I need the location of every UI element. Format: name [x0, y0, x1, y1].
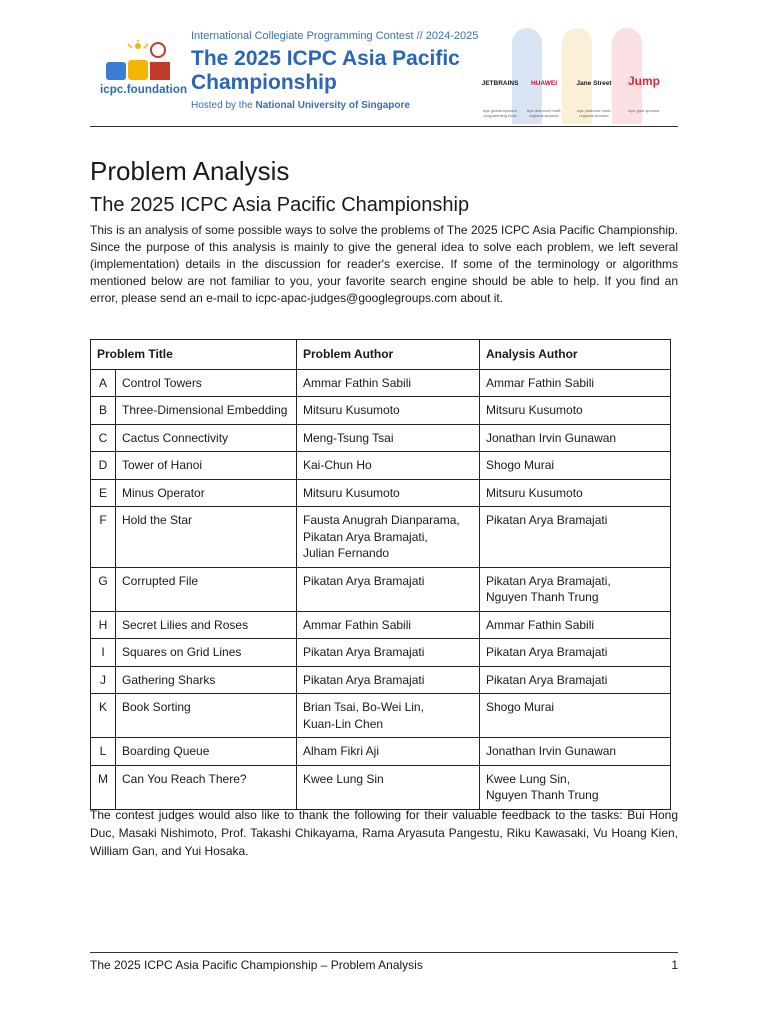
- hosted-org: National University of Singapore: [255, 100, 410, 111]
- footer-rule: [90, 952, 678, 953]
- analysis-author: Shogo Murai: [480, 694, 671, 738]
- table-row: [91, 765, 671, 809]
- table-row: [91, 424, 671, 452]
- problem-title: Three-Dimensional Embedding: [116, 397, 297, 425]
- analysis-author: Jonathan Irvin Gunawan: [480, 738, 671, 766]
- problem-author: Fausta Anugrah Dianparama, Pikatan Arya Bramajati, Julian Fernando: [297, 507, 480, 568]
- header-problem-author: Problem Author: [297, 340, 480, 370]
- table-row: [91, 397, 671, 425]
- problem-title: Tower of Hanoi: [116, 452, 297, 480]
- problem-letter: J: [91, 666, 116, 694]
- analysis-author: Ammar Fathin Sabili: [480, 369, 671, 397]
- problem-letter: L: [91, 738, 116, 766]
- problem-author: Kai-Chun Ho: [297, 452, 480, 480]
- sponsor-jump: Jump: [627, 74, 660, 88]
- table-row: [91, 452, 671, 480]
- problem-author: Brian Tsai, Bo-Wei Lin, Kuan-Lin Chen: [297, 694, 480, 738]
- problem-author: Alham Fikri Aji: [297, 738, 480, 766]
- sponsor-huawei: HUAWEI: [531, 80, 557, 87]
- banner-title: The 2025 ICPC Asia Pacific Championship: [191, 47, 460, 94]
- problem-letter: B: [91, 397, 116, 425]
- problem-title: Gathering Sharks: [116, 666, 297, 694]
- problem-letter: C: [91, 424, 116, 452]
- hosted-prefix: Hosted by the: [191, 100, 253, 111]
- sponsor-strip: [478, 28, 674, 124]
- analysis-author: Pikatan Arya Bramajati, Nguyen Thanh Trung: [480, 567, 671, 611]
- problem-letter: K: [91, 694, 116, 738]
- table-row: [91, 567, 671, 611]
- sponsor-caption: icpc diamond multi-regional sponsor: [526, 108, 562, 118]
- problem-author: Mitsuru Kusumoto: [297, 479, 480, 507]
- table-row: [91, 639, 671, 667]
- analysis-author: Shogo Murai: [480, 452, 671, 480]
- table-header-row: [91, 340, 671, 370]
- analysis-author: Kwee Lung Sin, Nguyen Thanh Trung: [480, 765, 671, 809]
- problem-author: Pikatan Arya Bramajati: [297, 567, 480, 611]
- problem-author: Pikatan Arya Bramajati: [297, 639, 480, 667]
- problem-title: Hold the Star: [116, 507, 297, 568]
- table-row: [91, 479, 671, 507]
- table-row: [91, 694, 671, 738]
- page-number: 1: [671, 958, 678, 972]
- problem-title: Control Towers: [116, 369, 297, 397]
- problems-table: [90, 339, 671, 810]
- page-title: Problem Analysis: [90, 156, 290, 186]
- problem-letter: M: [91, 765, 116, 809]
- problem-author: Pikatan Arya Bramajati: [297, 666, 480, 694]
- analysis-author: Ammar Fathin Sabili: [480, 611, 671, 639]
- problem-title: Secret Lilies and Roses: [116, 611, 297, 639]
- contest-line: International Collegiate Programming Contest // 2024-2025: [191, 30, 479, 42]
- analysis-author: Pikatan Arya Bramajati: [480, 507, 671, 568]
- hosted-by: [191, 100, 410, 111]
- table-row: [91, 369, 671, 397]
- problem-author: Ammar Fathin Sabili: [297, 369, 480, 397]
- analysis-author: Jonathan Irvin Gunawan: [480, 424, 671, 452]
- problem-letter: D: [91, 452, 116, 480]
- analysis-author: Pikatan Arya Bramajati: [480, 639, 671, 667]
- problem-title: Book Sorting: [116, 694, 297, 738]
- analysis-author: Pikatan Arya Bramajati: [480, 666, 671, 694]
- logo-text: icpc.foundation: [100, 84, 188, 96]
- footer-title: The 2025 ICPC Asia Pacific Championship – Problem Analysis: [90, 958, 423, 972]
- analysis-author: Mitsuru Kusumoto: [480, 479, 671, 507]
- sponsor-caption: icpc platinum multi-regional sponsor: [576, 108, 612, 118]
- problem-letter: I: [91, 639, 116, 667]
- intro-paragraph: This is an analysis of some possible ways to solve the problems of The 2025 ICPC Asia Pacific Championship. Since the purpose of this analysis is mainly to give the general idea to solve each problem, we left several (implementation) details in the discussion for reader's exercise. If some of the terminology or algorithms mentioned below are not familiar to you, your favorite search engine should be able to help. If you find an error, please send an e-mail to icpc-apac-judges@googlegroups.com about it.: [90, 223, 678, 305]
- problem-letter: A: [91, 369, 116, 397]
- page-subtitle: The 2025 ICPC Asia Pacific Championship: [90, 194, 470, 216]
- header-analysis-author: Analysis Author: [480, 340, 671, 370]
- table-row: [91, 507, 671, 568]
- problem-author: Meng-Tsung Tsai: [297, 424, 480, 452]
- problem-title: Boarding Queue: [116, 738, 297, 766]
- problem-letter: G: [91, 567, 116, 611]
- table-row: [91, 738, 671, 766]
- sponsor-caption: icpc global sponsor programming tools: [482, 108, 518, 118]
- sponsor-jetbrains: JETBRAINS: [481, 80, 519, 87]
- icpc-logo: [100, 40, 186, 120]
- header-banner: [90, 22, 678, 127]
- problem-title: Minus Operator: [116, 479, 297, 507]
- table-row: [91, 666, 671, 694]
- sponsor-caption: icpc gold sponsor: [628, 108, 660, 113]
- problem-title: Can You Reach There?: [116, 765, 297, 809]
- problem-title: Cactus Connectivity: [116, 424, 297, 452]
- problem-author: Kwee Lung Sin: [297, 765, 480, 809]
- header-problem-title: Problem Title: [91, 340, 297, 370]
- table-row: [91, 611, 671, 639]
- problem-letter: F: [91, 507, 116, 568]
- thanks-paragraph: The contest judges would also like to thank the following for their valuable feedback to the tasks: Bui Hong Duc, Masaki Nishimoto, Prof. Takashi Chikayama, Rama Aryasuta Pangestu, Riku Kawasaki, Vu Hoang Kien, William Gan, and Yui Hosaka.: [90, 808, 678, 858]
- problem-author: Mitsuru Kusumoto: [297, 397, 480, 425]
- problem-author: Ammar Fathin Sabili: [297, 611, 480, 639]
- analysis-author: Mitsuru Kusumoto: [480, 397, 671, 425]
- problem-letter: H: [91, 611, 116, 639]
- problem-title: Squares on Grid Lines: [116, 639, 297, 667]
- problem-letter: E: [91, 479, 116, 507]
- problem-title: Corrupted File: [116, 567, 297, 611]
- sponsor-jane-street: Jane Street: [576, 80, 612, 87]
